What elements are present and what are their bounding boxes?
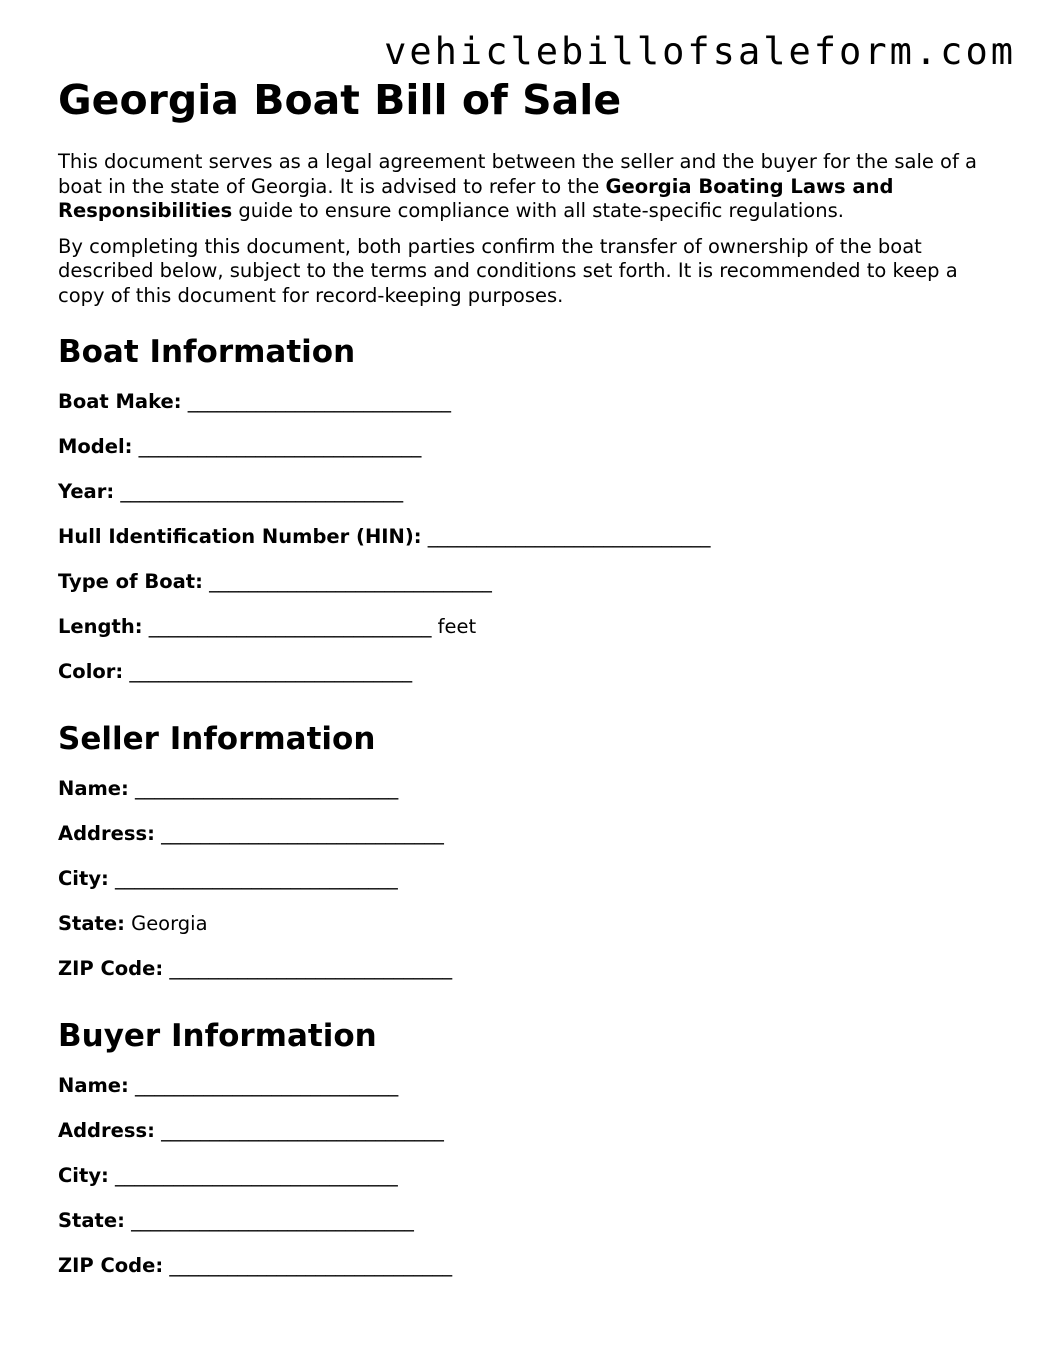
buyer-zip-blank[interactable]: _____________________________ [169, 1254, 453, 1277]
site-watermark: vehiclebillofsaleform.com [384, 30, 1016, 73]
seller-city-field [58, 863, 988, 908]
buyer-city-field [58, 1160, 988, 1205]
buyer-city-blank[interactable]: _____________________________ [115, 1164, 398, 1187]
buyer-name-field [58, 1070, 988, 1115]
buyer-address-label: Address: [58, 1119, 155, 1142]
year-blank[interactable]: _____________________________ [120, 480, 404, 503]
seller-fields [58, 773, 988, 998]
color-label: Color: [58, 660, 124, 683]
document-page [58, 74, 988, 1295]
buyer-address-field [58, 1115, 988, 1160]
buyer-name-blank[interactable]: ___________________________ [135, 1074, 399, 1097]
buyer-fields [58, 1070, 988, 1295]
year-label: Year: [58, 480, 115, 503]
seller-name-label: Name: [58, 777, 129, 800]
length-unit: feet [437, 615, 477, 638]
length-field [58, 611, 988, 656]
length-label: Length: [58, 615, 143, 638]
intro-paragraph-1 [58, 150, 988, 224]
model-label: Model: [58, 435, 133, 458]
intro-text-end: guide to ensure compliance with all state-specific regulations. [232, 199, 844, 222]
hin-field [58, 521, 988, 566]
boat-type-blank[interactable]: _____________________________ [209, 570, 492, 593]
model-blank[interactable]: _____________________________ [138, 435, 422, 458]
boat-make-label: Boat Make: [58, 390, 182, 413]
buyer-address-blank[interactable]: _____________________________ [161, 1119, 444, 1142]
seller-name-field [58, 773, 988, 818]
seller-zip-field [58, 953, 988, 998]
buyer-zip-field [58, 1250, 988, 1295]
buyer-state-label: State: [58, 1209, 125, 1232]
buyer-zip-label: ZIP Code: [58, 1254, 164, 1277]
boat-type-field [58, 566, 988, 611]
seller-city-label: City: [58, 867, 109, 890]
model-field [58, 431, 988, 476]
seller-state-value: Georgia [131, 912, 208, 935]
seller-address-blank[interactable]: _____________________________ [161, 822, 444, 845]
hin-label: Hull Identification Number (HIN): [58, 525, 422, 548]
intro-paragraph-2: By completing this document, both parties confirm the transfer of ownership of the boat described below, subject to the terms and conditions set forth. It is recommended to keep a copy of this document for record-keeping purposes. [58, 234, 958, 307]
seller-zip-label: ZIP Code: [58, 957, 164, 980]
boat-type-label: Type of Boat: [58, 570, 203, 593]
boat-make-blank[interactable]: ___________________________ [187, 390, 452, 413]
length-blank[interactable]: _____________________________ [148, 615, 432, 638]
seller-information-heading: Seller Information [58, 721, 376, 757]
seller-city-blank[interactable]: _____________________________ [115, 867, 398, 890]
seller-state-label: State: [58, 912, 125, 935]
color-field [58, 656, 988, 701]
seller-name-blank[interactable]: ___________________________ [135, 777, 399, 800]
year-field [58, 476, 988, 521]
buyer-name-label: Name: [58, 1074, 129, 1097]
boat-make-field [58, 386, 988, 431]
boat-fields [58, 386, 988, 701]
page-title: Georgia Boat Bill of Sale [58, 76, 622, 124]
color-blank[interactable]: _____________________________ [129, 660, 413, 683]
buyer-city-label: City: [58, 1164, 109, 1187]
boating-laws-reference: Georgia Boating Laws and Responsibilities [58, 174, 894, 222]
buyer-state-field [58, 1205, 988, 1250]
buyer-state-blank[interactable]: _____________________________ [131, 1209, 414, 1232]
seller-address-field [58, 818, 988, 863]
seller-address-label: Address: [58, 822, 155, 845]
boat-information-heading: Boat Information [58, 334, 356, 370]
hin-blank[interactable]: _____________________________ [427, 525, 711, 548]
buyer-information-heading: Buyer Information [58, 1018, 377, 1054]
intro-text-start: This document serves as a legal agreement between the seller and the buyer for the sale of a boat in the state of Georgia. It is advised to refer to the [58, 150, 977, 198]
seller-zip-blank[interactable]: _____________________________ [169, 957, 453, 980]
seller-state-field [58, 908, 988, 953]
